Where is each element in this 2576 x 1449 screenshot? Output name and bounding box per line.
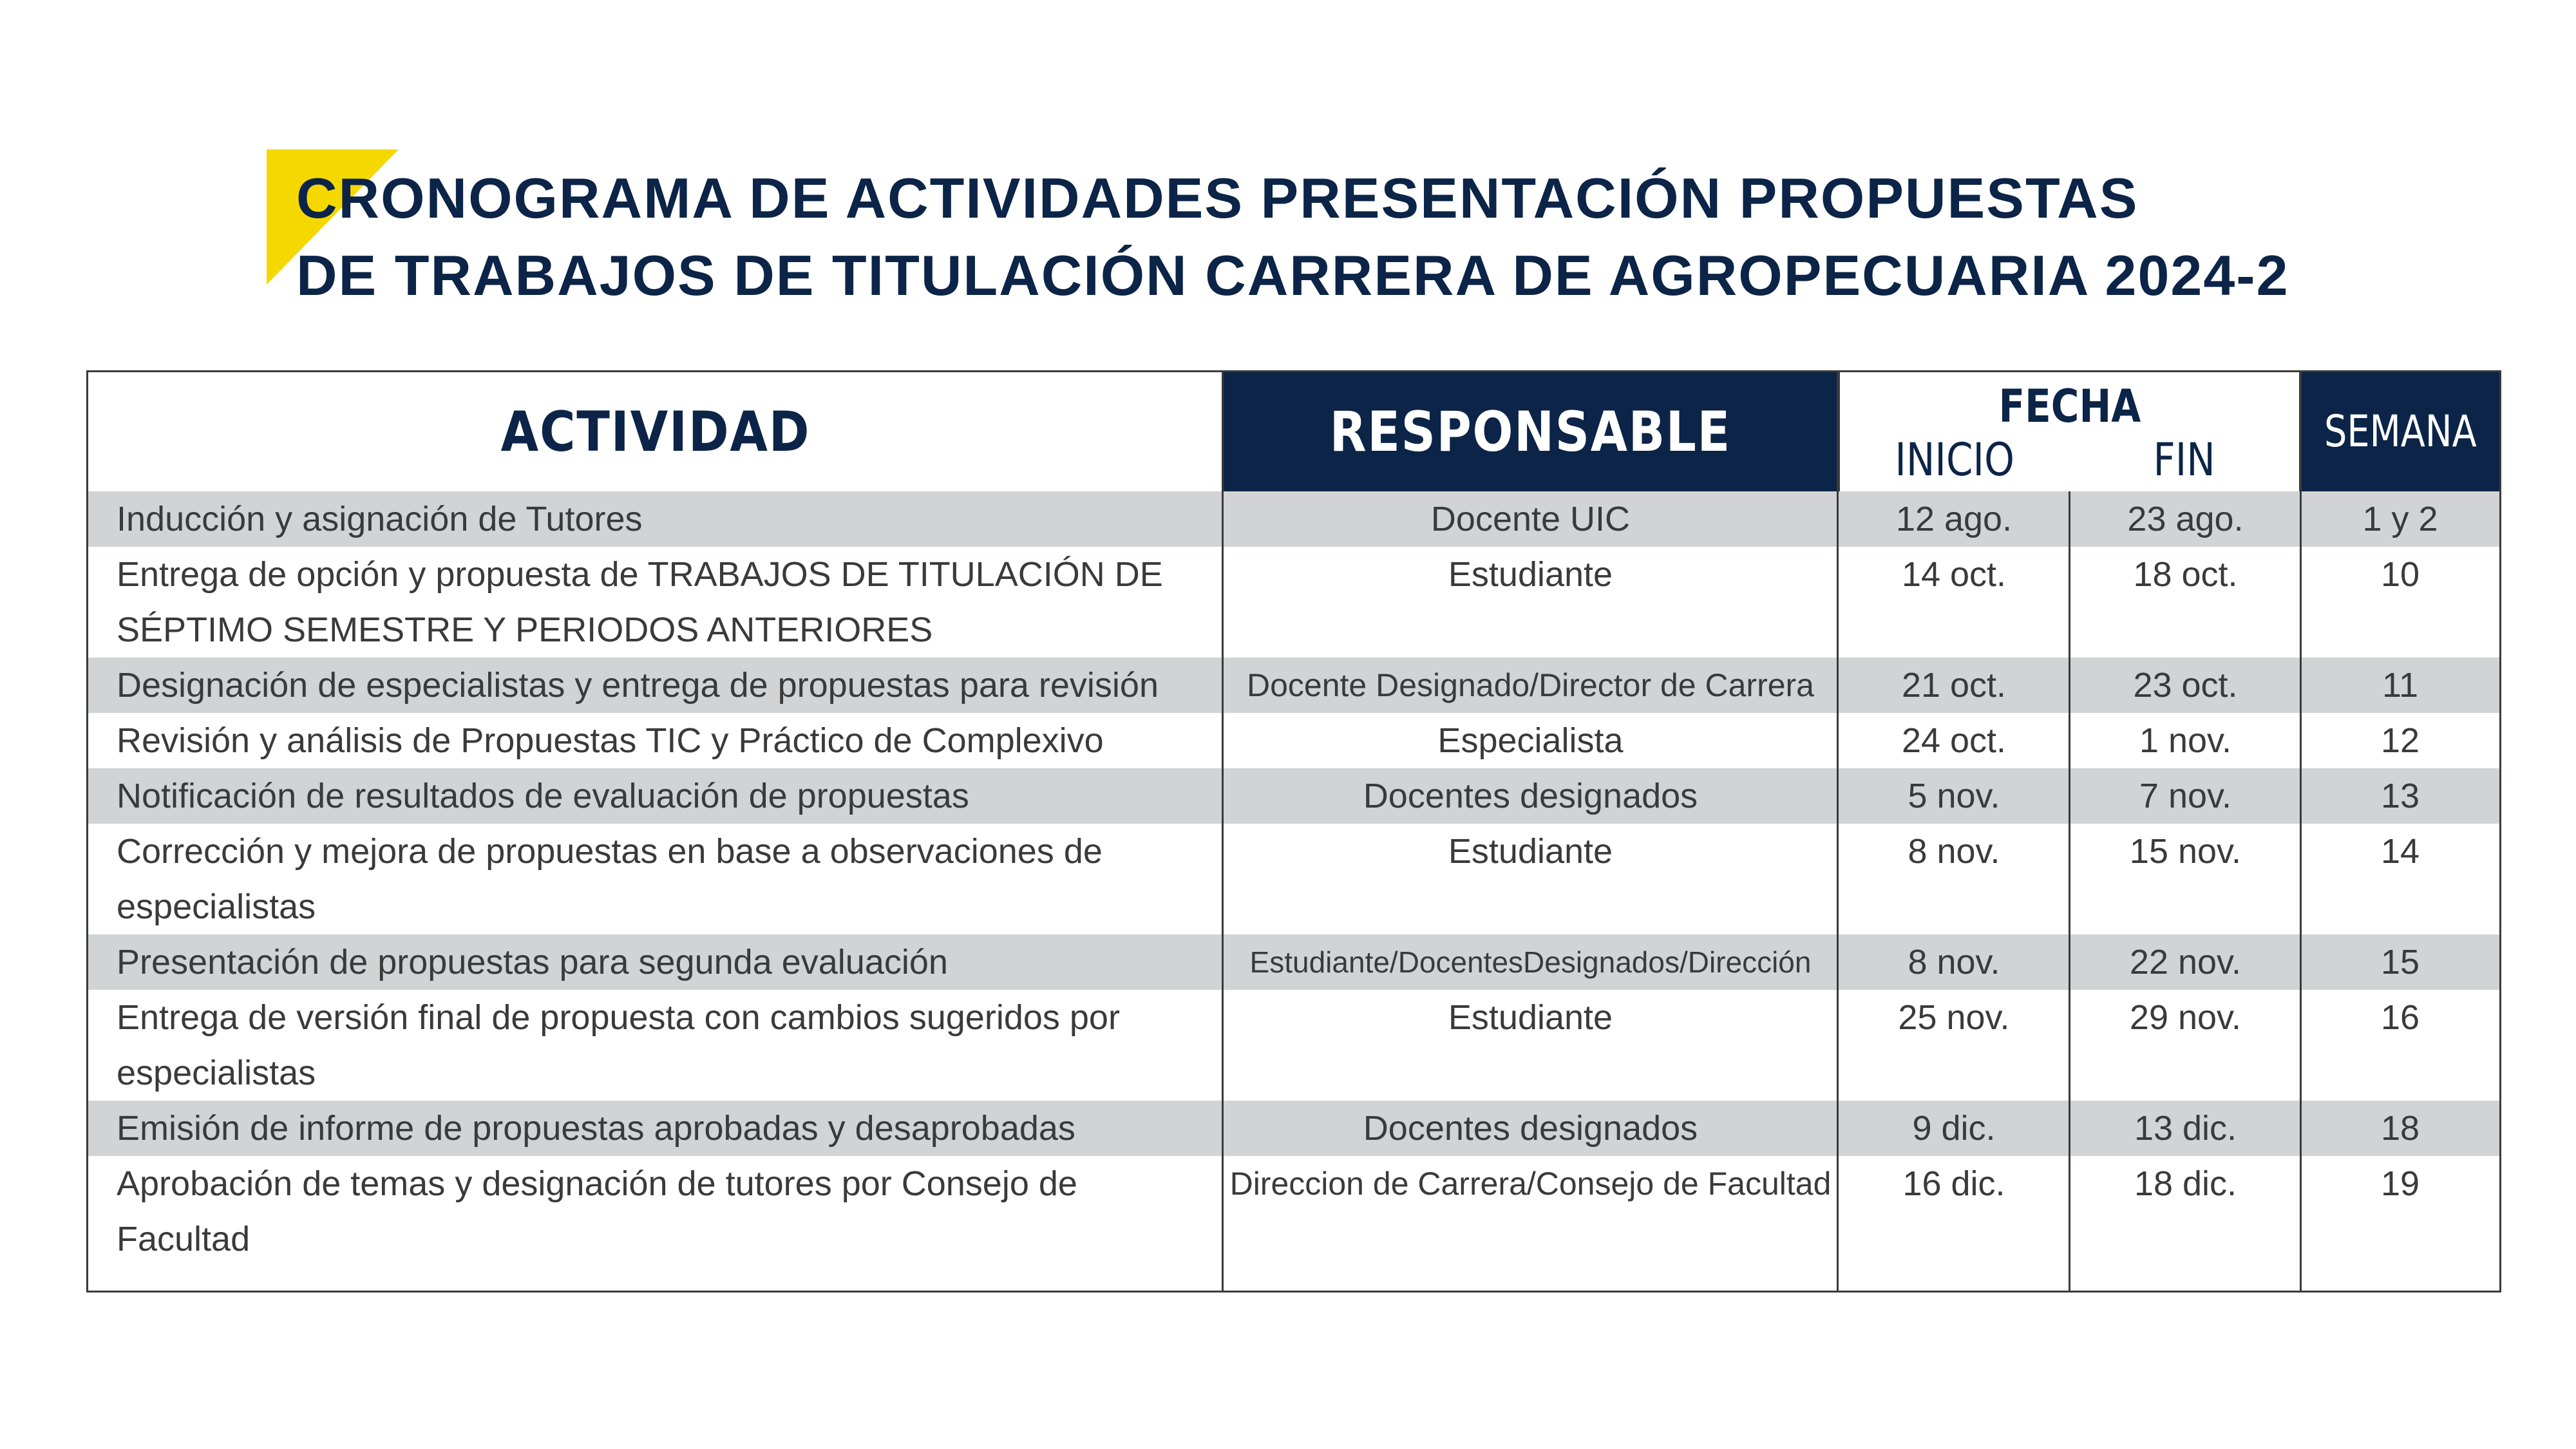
cell-fin: 18 dic. bbox=[2134, 1164, 2237, 1203]
page-title bbox=[296, 160, 2289, 314]
cell-responsable: Docentes designados bbox=[1363, 1109, 1698, 1148]
table-row bbox=[88, 934, 2499, 990]
column-divider bbox=[1222, 372, 1224, 1291]
cell-inicio: 5 nov. bbox=[1908, 777, 2000, 815]
header-fin bbox=[2070, 433, 2300, 486]
table-row bbox=[88, 824, 2499, 934]
cell-responsable: Estudiante bbox=[1448, 998, 1613, 1037]
header-fecha-text: FECHA bbox=[1998, 380, 2141, 433]
header-inicio-text: INICIO bbox=[1895, 433, 2015, 486]
header-responsable-label: RESPONSABLE bbox=[1329, 399, 1732, 464]
cell-actividad: Inducción y asignación de Tutores bbox=[117, 500, 643, 538]
cell-fin: 18 oct. bbox=[2133, 555, 2238, 594]
table-row bbox=[88, 491, 2499, 547]
cell-inicio: 8 nov. bbox=[1908, 943, 2000, 981]
header-semana-text: SEMANA bbox=[2324, 406, 2477, 457]
cell-actividad: Designación de especialistas y entrega de propuestas para revisión bbox=[117, 666, 1159, 705]
header-actividad: ACTIVIDAD bbox=[500, 399, 811, 464]
cell-inicio: 14 oct. bbox=[1901, 555, 2007, 594]
table-row bbox=[88, 768, 2499, 824]
table-row bbox=[88, 658, 2499, 713]
header-responsable bbox=[1223, 372, 1838, 491]
cell-semana: 11 bbox=[2382, 666, 2419, 705]
table-body bbox=[88, 491, 2499, 1291]
cell-responsable: Especialista bbox=[1437, 721, 1624, 760]
cell-semana: 12 bbox=[2380, 721, 2420, 760]
cell-inicio: 16 dic. bbox=[1902, 1164, 2005, 1203]
header-fecha-label bbox=[1840, 380, 2299, 433]
column-divider bbox=[2069, 491, 2070, 1291]
cell-semana: 14 bbox=[2380, 832, 2420, 871]
cell-fin: 23 oct. bbox=[2133, 666, 2238, 705]
title-line-2: DE TRABAJOS DE TITULACIÓN CARRERA DE AGROPECUARIA 2024-2 bbox=[296, 243, 2289, 307]
column-divider bbox=[2300, 372, 2302, 1291]
cell-inicio: 25 nov. bbox=[1898, 998, 2010, 1037]
cell-actividad: Revisión y análisis de Propuestas TIC y Práctico de Complexivo bbox=[117, 721, 1104, 760]
cell-semana: 15 bbox=[2380, 943, 2420, 981]
cell-responsable: Docente UIC bbox=[1430, 500, 1631, 538]
cell-fin: 15 nov. bbox=[2129, 832, 2242, 871]
cell-responsable: Direccion de Carrera/Consejo de Facultad bbox=[1229, 1166, 1832, 1202]
cell-inicio: 9 dic. bbox=[1912, 1109, 1996, 1148]
cell-semana: 10 bbox=[2380, 555, 2420, 594]
cell-responsable: Docente Designado/Director de Carrera bbox=[1247, 667, 1814, 703]
cell-actividad: Aprobación de temas y designación de tutores por Consejo de Facultad bbox=[117, 1164, 1077, 1258]
table-row bbox=[88, 547, 2499, 658]
cell-fin: 1 nov. bbox=[2139, 721, 2232, 760]
cell-actividad: Notificación de resultados de evaluación de propuestas bbox=[117, 777, 969, 815]
title-line-1: CRONOGRAMA DE ACTIVIDADES PRESENTACIÓN PROPUESTAS bbox=[296, 166, 2139, 230]
cell-fin: 7 nov. bbox=[2139, 777, 2232, 815]
cell-fin: 22 nov. bbox=[2129, 943, 2242, 981]
cell-semana: 18 bbox=[2380, 1109, 2420, 1148]
header-fecha bbox=[1838, 372, 2301, 491]
table-row bbox=[88, 1156, 2499, 1289]
table-row bbox=[88, 990, 2499, 1101]
cell-responsable: Estudiante bbox=[1448, 832, 1613, 871]
cell-responsable: Estudiante bbox=[1448, 555, 1613, 594]
cell-inicio: 12 ago. bbox=[1895, 500, 2012, 538]
cell-actividad: Corrección y mejora de propuestas en base a observaciones de especialistas bbox=[117, 832, 1103, 926]
cell-inicio: 21 oct. bbox=[1901, 666, 2007, 705]
cell-actividad: Entrega de opción y propuesta de TRABAJOS DE TITULACIÓN DE SÉPTIMO SEMESTRE Y PERIODOS ANTERIORES bbox=[117, 555, 1163, 649]
cell-responsable: Docentes designados bbox=[1363, 777, 1698, 815]
column-divider bbox=[1837, 372, 1839, 1291]
header-inicio bbox=[1840, 433, 2070, 486]
table-row bbox=[88, 1101, 2499, 1156]
cell-actividad: Emisión de informe de propuestas aprobadas y desaprobadas bbox=[117, 1109, 1075, 1148]
schedule-table bbox=[86, 370, 2501, 1293]
cell-semana: 16 bbox=[2380, 998, 2420, 1037]
cell-fin: 29 nov. bbox=[2129, 998, 2242, 1037]
cell-inicio: 8 nov. bbox=[1908, 832, 2000, 871]
cell-semana: 13 bbox=[2380, 777, 2420, 815]
cell-inicio: 24 oct. bbox=[1901, 721, 2007, 760]
cell-semana: 19 bbox=[2380, 1164, 2420, 1203]
cell-fin: 23 ago. bbox=[2127, 500, 2244, 538]
table-row bbox=[88, 713, 2499, 768]
cell-actividad: Presentación de propuestas para segunda evaluación bbox=[117, 943, 948, 981]
header-fin-text: FIN bbox=[2153, 433, 2215, 486]
cell-semana: 1 y 2 bbox=[2362, 500, 2438, 538]
cell-actividad: Entrega de versión final de propuesta con cambios sugeridos por especialistas bbox=[117, 998, 1120, 1092]
header-semana bbox=[2301, 372, 2499, 491]
cell-fin: 13 dic. bbox=[2134, 1109, 2237, 1148]
cell-responsable: Estudiante/DocentesDesignados/Dirección bbox=[1249, 945, 1812, 979]
